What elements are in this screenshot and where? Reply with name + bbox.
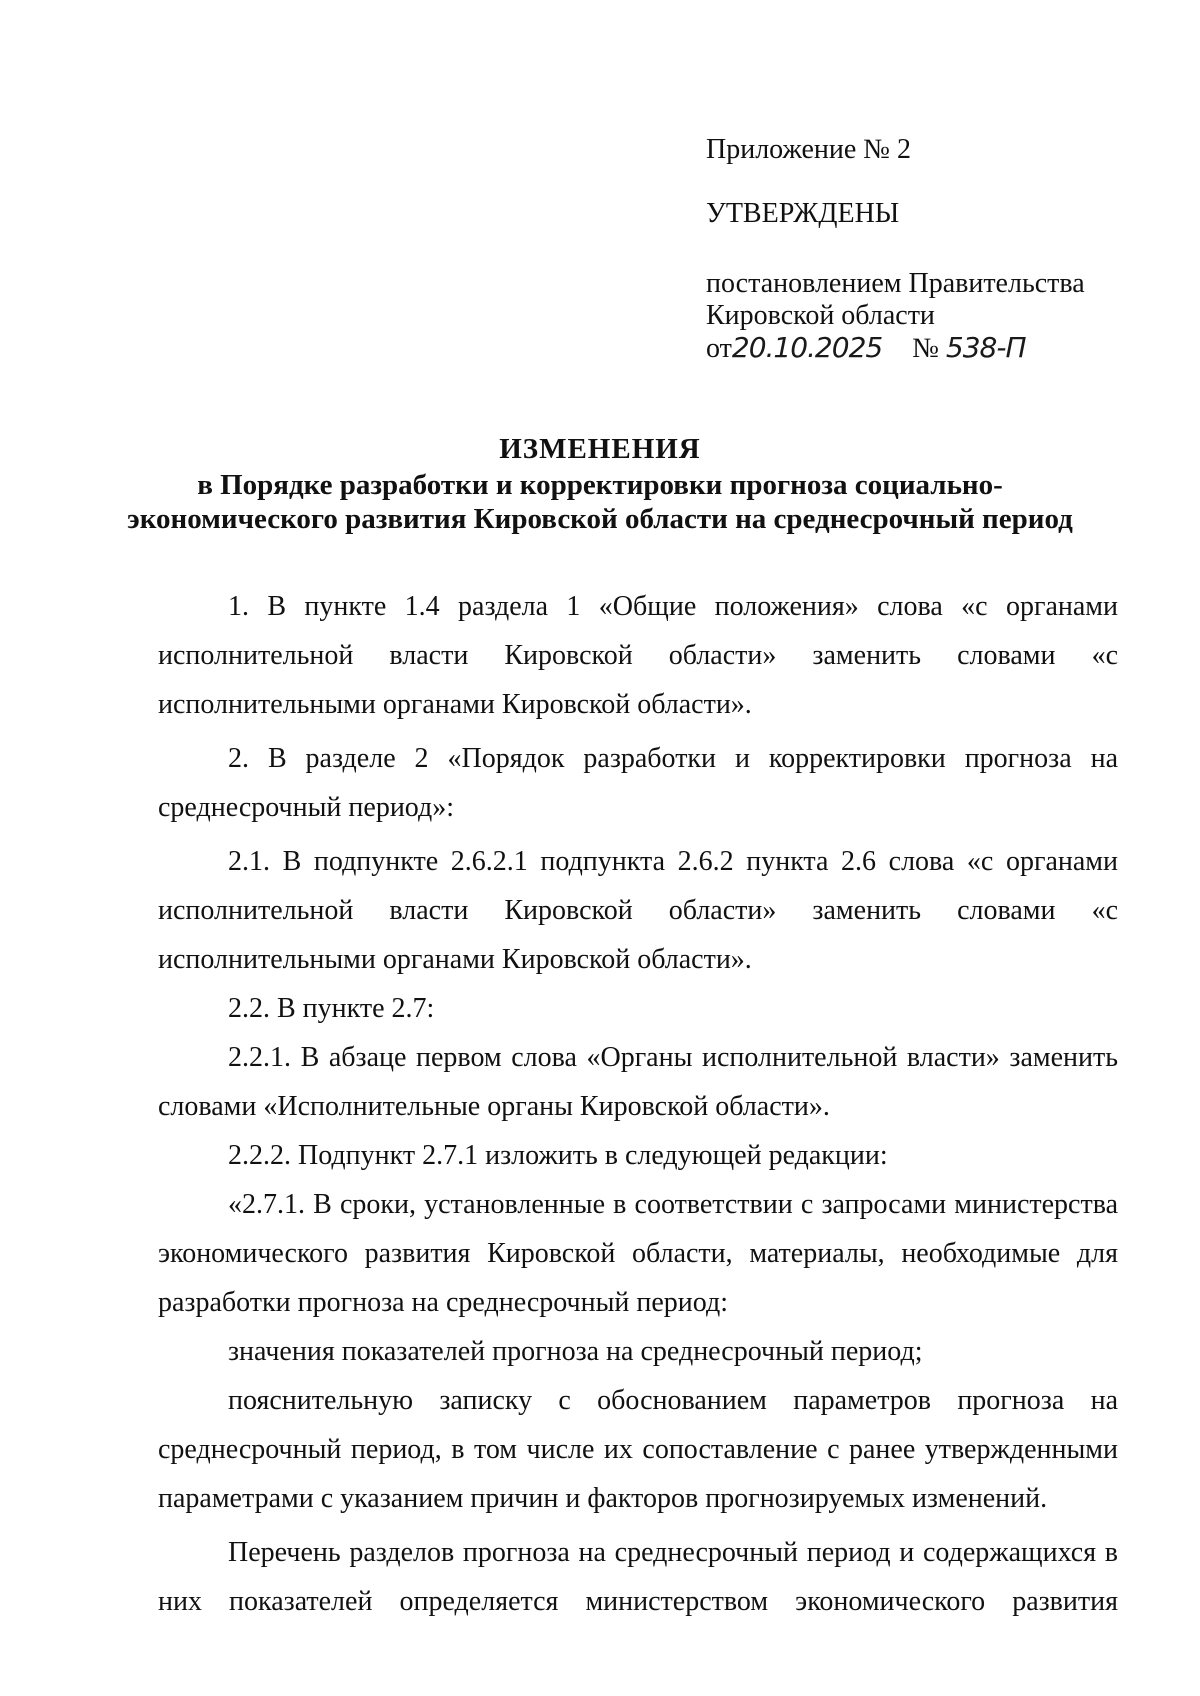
decree-date-number-row bbox=[706, 332, 1166, 365]
paragraph-2-2-1: 2.2.1. В абзаце первом слова «Органы исполнительной власти» заменить словами «Исполнительные органы Кировской области». bbox=[158, 1042, 1118, 1122]
decree-line-1: постановлением Правительства bbox=[706, 268, 1085, 299]
document-body bbox=[158, 582, 1118, 1626]
annex-label: Приложение № 2 bbox=[706, 134, 911, 165]
paragraph-2: 2. В разделе 2 «Порядок разработки и корректировки прогноза на среднесрочный период»: bbox=[158, 743, 1118, 823]
paragraph-explanatory-note: пояснительную записку с обоснованием параметров прогноза на среднесрочный период, в том числе их сопоставление с ранее утвержденными параметрами с указанием причин и факторов прогнозируемых изменений. bbox=[158, 1385, 1118, 1514]
date-prefix: от bbox=[706, 333, 732, 364]
paragraph-2-7-1: «2.7.1. В сроки, установленные в соответствии с запросами министерства экономического развития Кировской области, материалы, необходимые для разработки прогноза на среднесрочный период: bbox=[158, 1189, 1118, 1318]
handwritten-number: 538-П bbox=[945, 331, 1026, 364]
decree-line-2: Кировской области bbox=[706, 300, 935, 331]
paragraph-indicator-values: значения показателей прогноза на среднесрочный период; bbox=[228, 1336, 923, 1367]
paragraph-1: 1. В пункте 1.4 раздела 1 «Общие положения» слова «с органами исполнительной власти Кировской области» заменить словами «с исполнительными органами Кировской области». bbox=[158, 591, 1118, 720]
paragraph-2-2-2: 2.2.2. Подпункт 2.7.1 изложить в следующей редакции: bbox=[228, 1140, 888, 1171]
approval-stamp-block bbox=[706, 134, 1166, 365]
number-prefix: № bbox=[912, 333, 939, 364]
title-heading: ИЗМЕНЕНИЯ bbox=[499, 433, 701, 465]
title-line-1: в Порядке разработки и корректировки прогноза социально- bbox=[197, 469, 1003, 501]
title-line-2: экономического развития Кировской области на среднесрочный период bbox=[127, 503, 1073, 535]
paragraph-2-1: 2.1. В подпункте 2.6.2.1 подпункта 2.6.2 пункта 2.6 слова «с органами исполнительной власти Кировской области» заменить словами «с исполнительными органами Кировской области». bbox=[158, 846, 1118, 975]
handwritten-date: 20.10.2025 bbox=[731, 331, 883, 364]
paragraph-2-2: 2.2. В пункте 2.7: bbox=[228, 993, 435, 1024]
approved-label: УТВЕРЖДЕНЫ bbox=[706, 198, 900, 229]
paragraph-sections-list: Перечень разделов прогноза на среднесрочный период и содержащихся в них показателей определяется министерством экономического развития bbox=[158, 1537, 1118, 1617]
document-title bbox=[0, 432, 1200, 536]
decree-reference bbox=[706, 268, 1166, 365]
